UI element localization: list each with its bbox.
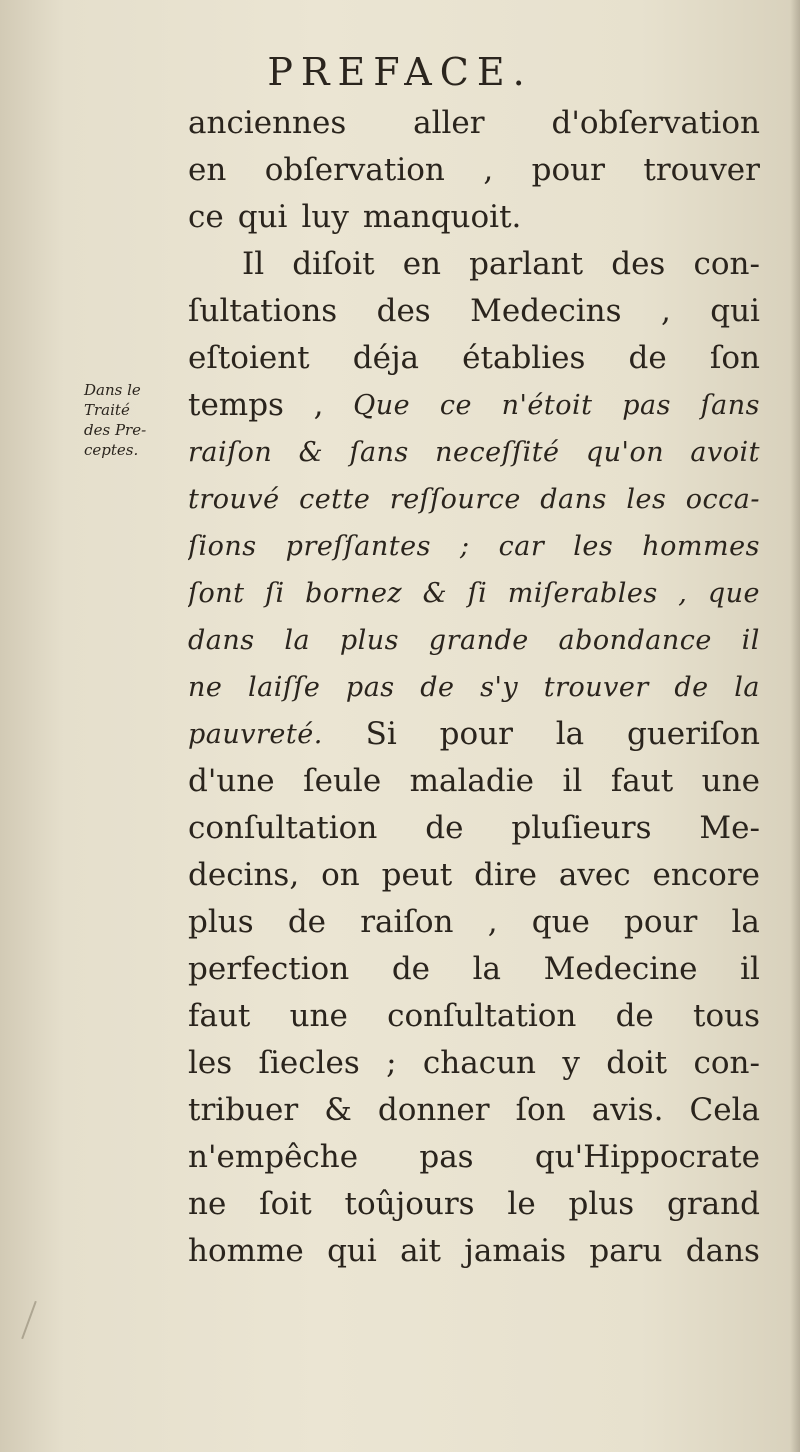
text-word: Me- [699,810,760,846]
text-line [188,429,760,476]
text-word: avis. [591,1092,664,1128]
text-word: les [188,1045,233,1081]
text-word: trouvé [188,484,280,515]
text-word: la [731,904,760,940]
margin-note-line: Dans le [84,381,141,399]
text-word: de [615,998,654,1034]
text-word: toûjours [344,1186,475,1222]
text-word: en [402,246,442,282]
text-word: conſultation [188,810,378,846]
body-text [188,100,760,1275]
text-word: obſervation [264,152,445,188]
text-word: les [573,531,614,562]
text-word: des [611,246,666,282]
text-word: ſiecles [258,1045,360,1081]
text-word: ſi [264,578,285,609]
text-word: con- [693,1045,760,1081]
text-word: & [298,437,324,468]
text-word: ſi [467,578,488,609]
text-word: , [487,904,498,940]
text-line [188,758,760,805]
text-line [188,288,760,335]
text-word: , [678,578,688,609]
text-word: car [498,531,545,562]
text-word: Medecine [543,951,698,987]
text-word: parlant [469,246,584,282]
text-word: Que [353,390,411,421]
paper-mark [21,1301,37,1339]
text-word: perfection [188,951,350,987]
text-line [188,523,760,570]
text-line [188,617,760,664]
text-word: il [741,625,760,656]
text-word: plus [188,904,254,940]
text-word: jamais [464,1233,567,1269]
text-line [188,194,760,241]
text-word: la [734,672,760,703]
text-word: ne [188,672,223,703]
text-word: ſon [709,340,760,376]
text-word: la [555,716,585,752]
text-word: peut [381,857,453,893]
text-word: ſans [700,390,760,421]
text-line [188,1134,760,1181]
text-word: il [740,951,760,987]
text-word: grande [428,625,529,656]
text-word: dans [188,625,255,656]
text-word: ſoit [259,1186,312,1222]
text-line [188,335,760,382]
text-word: pas [419,1139,474,1175]
text-word: neceſſité [435,437,560,468]
text-word: gueriſon [627,716,760,752]
text-word: miſerables [507,578,658,609]
text-word: ſans [349,437,409,468]
text-word: ſont [188,578,245,609]
text-word: , [483,152,494,188]
text-word: plus [568,1186,635,1222]
text-word: n'étoit [501,390,593,421]
text-word: , [660,293,671,329]
text-word: ſultations [188,293,338,329]
text-word: ne [188,1186,227,1222]
text-word: , [313,387,324,423]
text-word: une [289,998,348,1034]
text-word: Il [242,246,265,282]
text-word: Si [365,716,397,752]
text-word: ce [188,199,224,235]
text-word: déja [352,340,420,376]
text-word: manquoit. [362,199,522,235]
text-word: qu'Hippocrate [534,1139,760,1175]
text-word: preſſantes [285,531,431,562]
text-word: trouver [643,152,760,188]
text-word: faut [188,998,251,1034]
text-word: temps [188,387,284,423]
text-word: s'y [480,672,519,703]
text-line [188,1228,760,1275]
text-word: qui [237,199,288,235]
text-word: les [626,484,667,515]
page-edge-shadow [790,0,800,1452]
text-word: qu'on [585,437,665,468]
text-word: d'une [188,763,275,799]
text-word: tribuer [188,1092,299,1128]
text-line [188,241,760,288]
text-word: grand [667,1186,760,1222]
text-word: pour [624,904,698,940]
text-line [188,664,760,711]
text-word: doit [606,1045,668,1081]
text-word: la [472,951,502,987]
text-word: & [324,1092,352,1128]
text-word: dire [474,857,538,893]
text-word: de [287,904,327,940]
margin-note-line: ceptes. [84,441,139,459]
text-word: ce [439,390,472,421]
text-word: de [628,340,667,376]
text-word: ait [400,1233,441,1269]
margin-note [84,380,184,460]
text-word: pour [531,152,605,188]
text-word: aller [413,105,485,141]
text-line [188,946,760,993]
text-line [188,711,760,758]
text-word: hommes [642,531,760,562]
text-word: Cela [689,1092,760,1128]
text-line [188,100,760,147]
text-word: dans [685,1233,760,1269]
text-word: dans [540,484,607,515]
text-word: diſoit [292,246,375,282]
text-word: la [284,625,311,656]
text-word: de [391,951,431,987]
text-line [188,1087,760,1134]
text-word: qui [327,1233,377,1269]
text-line [188,899,760,946]
text-word: ; [386,1045,397,1081]
text-word: decins, [188,857,300,893]
text-word: abondance [558,625,712,656]
text-word: ; [460,531,470,562]
text-word: paru [589,1233,663,1269]
text-word: cette [299,484,371,515]
text-word: reſſource [389,484,521,515]
text-line [188,147,760,194]
text-word: chacun [422,1045,537,1081]
text-word: de [674,672,709,703]
text-word: n'empêche [188,1139,359,1175]
text-word: ſions [188,531,257,562]
text-word: tous [692,998,760,1034]
text-word: pluſieurs [511,810,652,846]
text-word: y [562,1045,580,1081]
text-word: des [376,293,431,329]
text-word: Medecins [470,293,622,329]
text-word: qui [710,293,760,329]
running-header: PREFACE. [267,50,533,94]
text-word: d'obſervation [551,105,760,141]
text-line [188,1181,760,1228]
text-word: que [707,578,760,609]
text-word: une [701,763,760,799]
text-word: occa- [685,484,760,515]
text-word: établies [462,340,586,376]
text-word: & [422,578,448,609]
text-word: plus [339,625,400,656]
text-word: pauvreté. [188,719,323,750]
text-word: de [425,810,464,846]
text-word: il [562,763,583,799]
text-word: luy [301,199,349,235]
text-word: de [420,672,455,703]
text-word: ſon [515,1092,566,1128]
text-word: le [507,1186,536,1222]
text-line [188,570,760,617]
text-word: en [188,152,227,188]
text-word: pour [439,716,513,752]
text-word: bornez [305,578,403,609]
text-word: faut [610,763,674,799]
text-word: anciennes [188,105,347,141]
text-word: on [321,857,360,893]
text-line [188,805,760,852]
text-line [188,1040,760,1087]
text-word: con- [693,246,760,282]
margin-note-line: Traité [84,401,130,419]
text-word: laiſſe [247,672,321,703]
text-word: raiſon [360,904,454,940]
text-word: maladie [409,763,535,799]
text-line [188,382,760,429]
text-word: pas [345,672,395,703]
text-word: raiſon [188,437,273,468]
text-word: conſultation [387,998,577,1034]
text-word: pas [622,390,671,421]
text-word: avec [558,857,631,893]
text-word: eſtoient [188,340,310,376]
text-word: trouver [543,672,649,703]
margin-note-line: des Pre- [84,421,147,439]
text-line [188,476,760,523]
text-word: encore [652,857,760,893]
text-line [188,852,760,899]
text-word: que [531,904,590,940]
text-word: ſeule [303,763,382,799]
text-word: homme [188,1233,304,1269]
text-line [188,993,760,1040]
text-word: avoit [690,437,760,468]
text-word: donner [377,1092,490,1128]
